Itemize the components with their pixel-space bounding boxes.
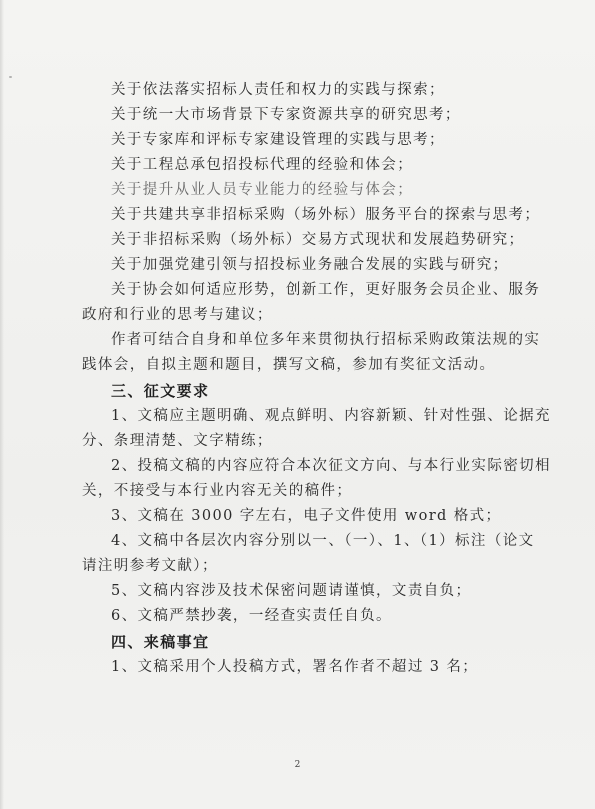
requirement-item-cont: 请注明参考文献）； — [82, 558, 218, 574]
submission-item: 1、文稿采用个人投稿方式，署名作者不超过 3 名； — [111, 659, 479, 675]
body-text — [82, 78, 551, 680]
requirement-item: 5、文稿内容涉及技术保密问题请谨慎，文责自负； — [111, 583, 472, 599]
topic-line: 关于加强党建引领与招投标业务融合发展的实践与研究； — [111, 257, 509, 273]
page-number: 2 — [294, 760, 301, 770]
note-paragraph-cont: 践体会，自拟主题和题目，撰写文稿，参加有奖征文活动。 — [82, 357, 496, 373]
requirement-item: 4、文稿中各层次内容分别以一、（一）、1、（1）标注（论文 — [111, 533, 535, 549]
topic-line: 关于工程总承包招投标代理的经验和体会； — [111, 157, 414, 173]
topic-line: 关于依法落实招标人责任和权力的实践与探索； — [111, 82, 445, 98]
requirement-item: 1、文稿应主题明确、观点鲜明、内容新颖、针对性强、论据充 — [111, 408, 551, 424]
topic-line: 关于共建共享非招标采购（场外标）服务平台的探索与思考； — [111, 207, 541, 223]
requirement-item-cont: 关，不接受与本行业内容无关的稿件； — [82, 483, 353, 499]
scan-edge — [0, 0, 4, 809]
section-heading-submission: 四、来稿事宜 — [111, 633, 210, 651]
note-paragraph: 作者可结合自身和单位多年来贯彻执行招标采购政策法规的实 — [111, 332, 541, 348]
topic-line: 关于协会如何适应形势，创新工作，更好服务会员企业、服务 — [111, 282, 541, 298]
topic-line: 关于专家库和评标专家建设管理的实践与思考； — [111, 132, 445, 148]
requirement-item: 3、文稿在 3000 字左右，电子文件使用 word 格式； — [111, 508, 502, 524]
topic-line-cont: 政府和行业的思考与建议； — [82, 307, 273, 323]
requirement-item: 2、投稿文稿的内容应符合本次征文方向、与本行业实际密切相 — [111, 458, 551, 474]
topic-line: 关于非招标采购（场外标）交易方式现状和发展趋势研究； — [111, 232, 525, 248]
section-heading-requirements: 三、征文要求 — [111, 382, 210, 400]
scan-mark — [9, 76, 12, 78]
requirement-item: 6、文稿严禁抄袭，一经查实责任自负。 — [111, 608, 392, 624]
requirement-item-cont: 分、条理清楚、文字精练； — [82, 433, 273, 449]
topic-line: 关于提升从业人员专业能力的经验与体会； — [111, 182, 414, 198]
topic-line: 关于统一大市场背景下专家资源共享的研究思考； — [111, 107, 461, 123]
